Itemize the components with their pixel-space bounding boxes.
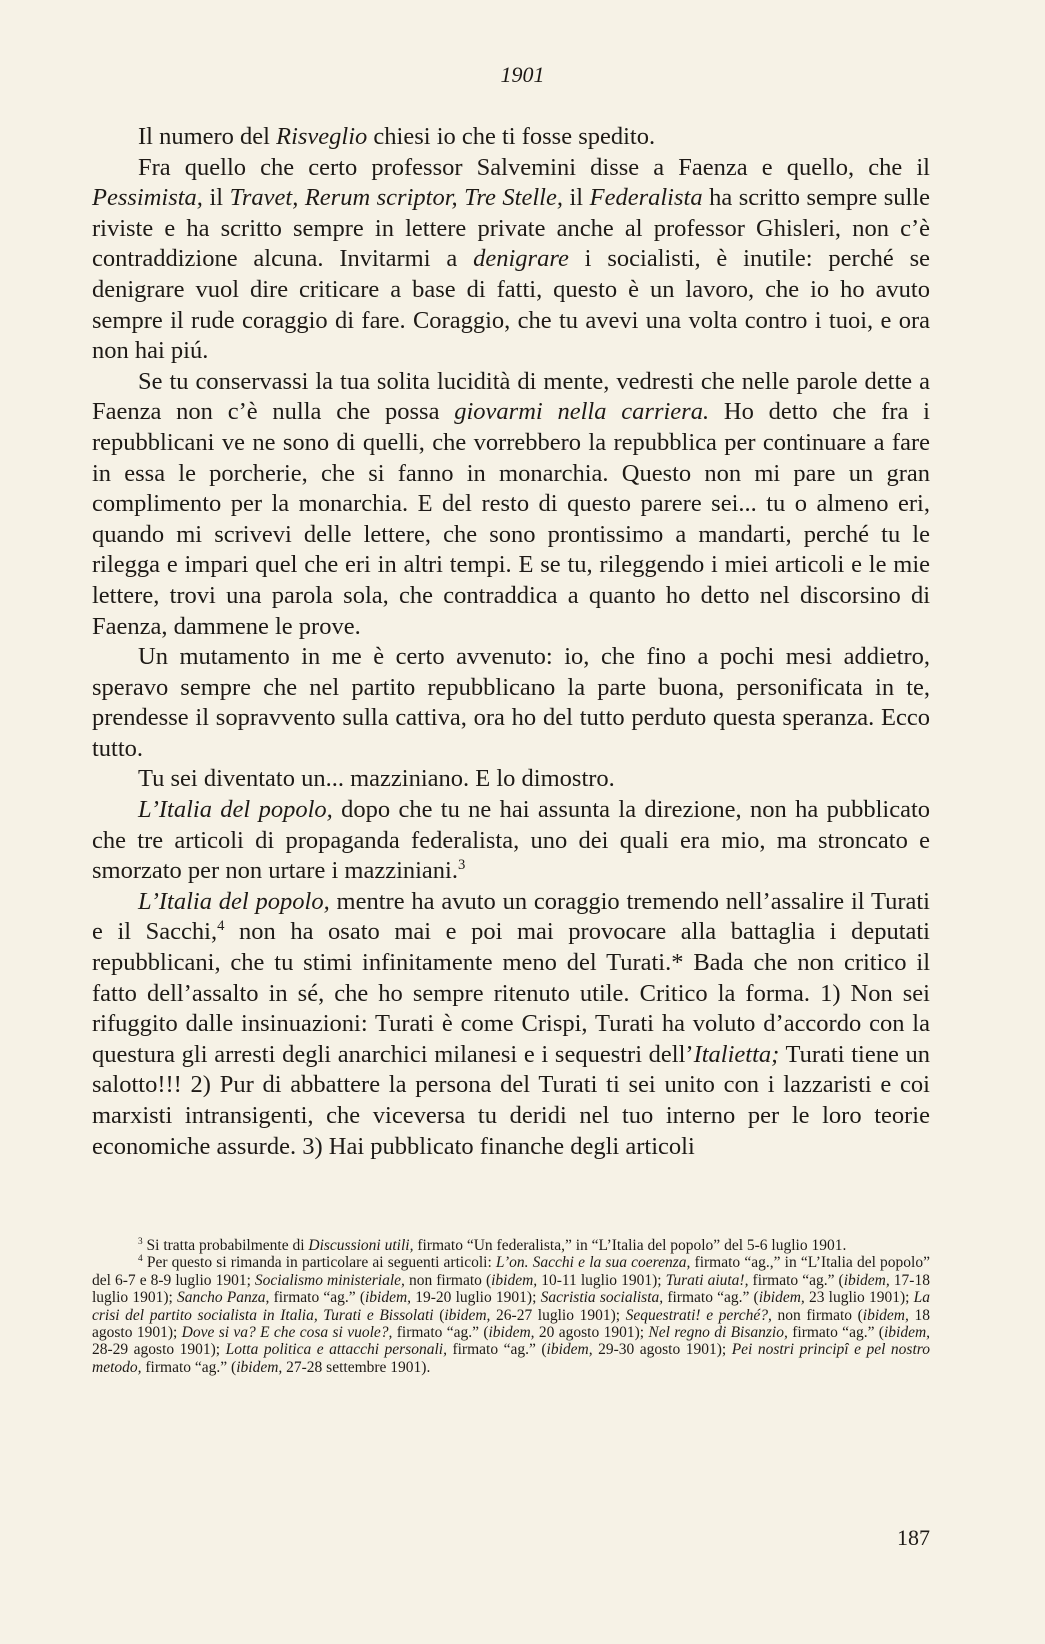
running-head-year: 1901	[500, 62, 545, 87]
paragraph: Fra quello che certo professor Salvemini disse a Faenza e quello, che il Pessimista, il Travet, Rerum scriptor, Tre Stelle, il Federalista ha scritto sempre sulle riviste e ha scritto sempre in lettere private anche al professor Ghisleri, non c’è contraddizione alcuna. Invitarmi a denigrare i socialisti, è inutile: perché se denigrare vuol dire criticare a base di fatti, questo è un lavoro, che io ho avuto sempre il rude coraggio di fare. Coraggio, che tu avevi una volta contro i tuoi, e ora non hai piú.	[92, 153, 931, 365]
paragraph: L’Italia del popolo, dopo che tu ne hai assunta la direzione, non ha pubblicato che tre articoli di propaganda federalista, uno dei quali era mio, ma stroncato e smorzato per non urtare i mazziniani.$^3$	[92, 796, 931, 885]
paragraph: Tu sei diventato un... mazziniano. E lo dimostro.	[138, 765, 615, 793]
main-text	[92, 122, 930, 1162]
paragraph: Il numero del Risveglio chiesi io che ti fosse spedito.	[138, 123, 656, 150]
footnote-3: $^3$ Si tratta probabilmente di Discussioni utili, firmato “Un federalista,” in “L’Italia del popolo” del 5-6 luglio 1901.	[138, 1236, 847, 1254]
footnotes	[92, 1237, 930, 1376]
page-number: 187	[897, 1525, 930, 1550]
footnote-4: $^4$ Per questo si rimanda in particolare ai seguenti articoli: L’on. Sacchi e la sua coerenza, firmato “ag.,” in “L’Italia del popolo” del 6-7 e 8-9 luglio 1901; Socialismo ministeriale, non firmato (ibidem, 10-11 luglio 1901); Turati aiuta!, firmato “ag.” (ibidem, 17-18 luglio 1901); Sancho Panza, firmato “ag.” (ibidem, 19-20 luglio 1901); Sacristia socialista, firmato “ag.” (ibidem, 23 luglio 1901); La crisi del partito socialista in Italia, Turati e Bissolati (ibidem, 26-27 luglio 1901); Sequestrati! e perché?, non firmato (ibidem, 18 agosto 1901); Dove si va? E che cosa si vuole?, firmato “ag.” (ibidem, 20 agosto 1901); Nel regno di Bisanzio, firmato “ag.” (ibidem, 28-29 agosto 1901); Lotta politica e attacchi personali, firmato “ag.” (ibidem, 29-30 agosto 1901); Pei nostri principî e pel nostro metodo, firmato “ag.” (ibidem, 27-28 settembre 1901).	[92, 1254, 931, 1376]
paragraph: L’Italia del popolo, mentre ha avuto un coraggio tremendo nell’assalire il Turati e il Sacchi,$^4$ non ha osato mai e poi mai provocare alla battaglia i deputati repubblicani, che tu stimi infinitamente meno del Turati.* Bada che non critico il fatto dell’assalto in sé, che ho sempre ritenuto utile. Critico la forma. 1) Non sei rifuggito dalle insinuazioni: Turati è come Crispi, Turati ha voluto d’accordo con la questura gli arresti degli anarchici milanesi e i sequestri dell’Italietta; Turati tiene un salotto!!! 2) Pur di abbattere la persona del Turati ti sei unito con i lazzaristi e coi marxisti intransigenti, che viceversa tu deridi nel tuo interno per le loro teorie economiche assurde. 3) Hai pubblicato finanche degli articoli	[92, 887, 931, 1160]
paragraph: Un mutamento in me è certo avvenuto: io, che fino a pochi mesi addietro, speravo sempre che nel partito repubblicano la parte buona, personificata in te, prendesse il sopravvento sulla cattiva, ora ho del tutto perduto questa speranza. Ecco tutto.	[92, 643, 930, 762]
paragraph: Se tu conservassi la tua solita lucidità di mente, vedresti che nelle parole dette a Faenza non c’è nulla che possa giovarmi nella carriera. Ho detto che fra i repubblicani ve ne sono di quelli, che vorrebbero la repubblica per continuare a fare in essa le porcherie, che si fanno in monarchia. Questo non mi pare un gran complimento per la monarchia. E del resto di questo parere sei... tu o almeno eri, quando mi scrivevi delle lettere, che sono prontissimo a mandarti, perché tu le rilegga e impari quel che eri in altri tempi. E se tu, rileggendo i miei articoli e le mie lettere, trovi una parola sola, che contraddica a quanto ho detto nel discorsino di Faenza, dammene le prove.	[92, 367, 930, 640]
